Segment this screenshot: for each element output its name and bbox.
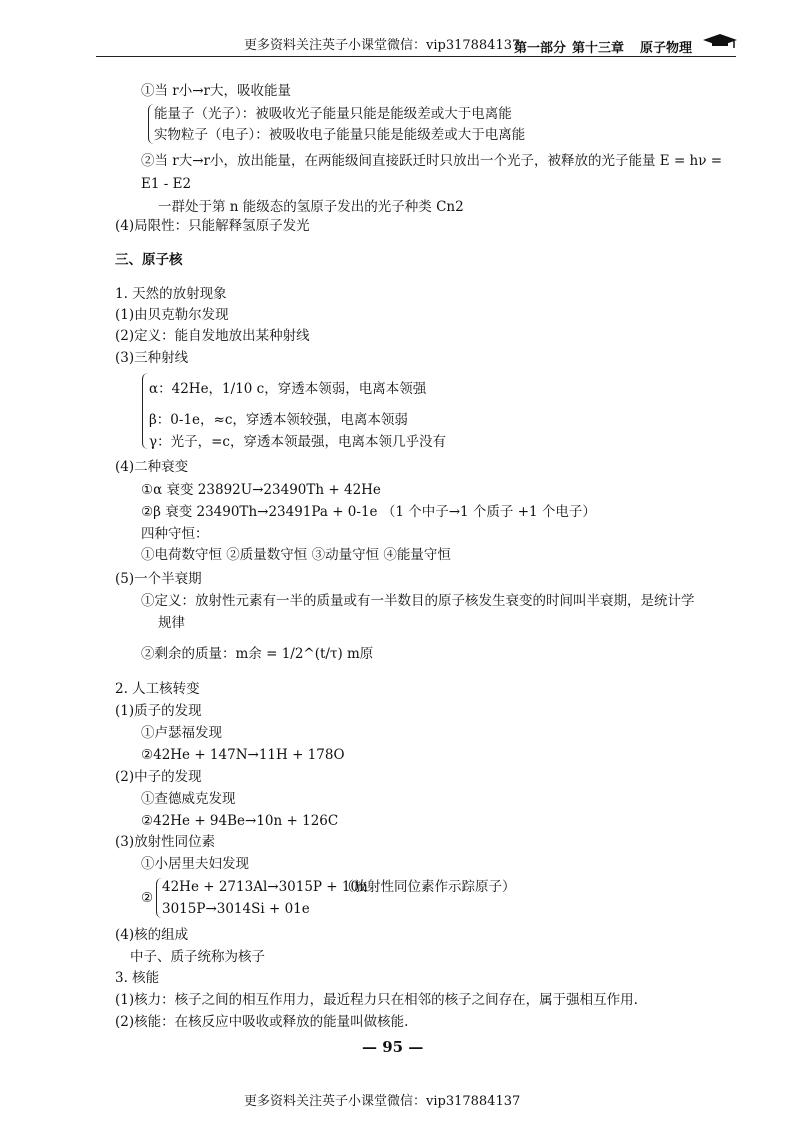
text-line: (2)中子的发现 [115,769,202,785]
text-line: (4)核的组成 [115,927,189,943]
text-line: 四种守恒： [141,526,209,542]
brace [142,373,148,449]
text-line: 能量子（光子）：被吸收光子能量只能是能级差或大于电离能 [154,106,512,122]
text-line: ①电荷数守恒 ②质量数守恒 ③动量守恒 ④能量守恒 [141,547,451,563]
text-line: (2)核能：在核反应中吸收或释放的能量叫做核能. [115,1014,409,1030]
text-line: (3)放射性同位素 [115,834,216,850]
ray-beta: β：0-1e，≈c，穿透本领较强，电离本领弱 [149,412,408,428]
text-line: E1 - E2 [141,176,192,192]
topic-heading: 2. 人工核转变 [115,681,200,697]
decay-beta: ②β 衰变 23490Th→23491Pa + 0-1e （1 个中子→1 个质子 +1 个电子） [141,504,596,520]
header-chapter-title: 原子物理 [640,41,693,56]
text-line: ②当 r大→r小，放出能量，在两能级间直接跃迁时只放出一个光子，被释放的光子能量 E = hν = [141,153,723,169]
topic-heading: 1. 天然的放射现象 [115,286,227,302]
ray-gamma: γ：光子，=c，穿透本领最强，电离本领几乎没有 [149,434,446,450]
text-line: (1)由贝克勒尔发现 [115,307,229,323]
text-line: 中子、质子统称为核子 [130,949,265,965]
decay-alpha: ①α 衰变 23892U→23490Th + 42He [141,482,381,498]
text-line: (1)质子的发现 [115,703,202,719]
text-line: (4)二种衰变 [115,459,189,475]
text-line: ①小居里夫妇发现 [141,856,249,872]
header-promo: 更多资料关注英子小课堂微信：vip317884137 [244,38,521,53]
ray-alpha: α：42He，1/10 c，穿透本领弱，电离本领强 [149,381,427,397]
text-line: 实物粒子（电子）：被吸收电子能量只能是能级差或大于电离能 [154,127,526,143]
reaction: ②42He + 147N→11H + 178O [141,747,345,763]
text-line: (4)局限性：只能解释氢原子发光 [115,218,310,234]
text-line: (3)三种射线 [115,350,189,366]
annotation: （放射性同位素作示踪原子） [340,879,516,895]
text-line: 一群处于第 n 能级态的氢原子发出的光子种类 Cn2 [158,199,464,215]
graduation-cap-icon [703,34,737,48]
circled-two: ② [141,890,154,906]
footer-promo: 更多资料关注英子小课堂微信：vip317884137 [244,1094,521,1109]
text-line: ①卢瑟福发现 [141,725,222,741]
text-line: (5)一个半衰期 [115,571,202,587]
reaction: 3015P→3014Si + 01e [162,901,310,917]
page-number: — 95 — [362,1038,424,1056]
half-life-formula: ②剩余的质量：m余 = 1/2^(t/τ) m原 [141,646,374,662]
text-line: ①查德威克发现 [141,791,236,807]
topic-heading: 3. 核能 [115,970,160,986]
text-line: ①当 r小→r大，吸收能量 [141,83,292,99]
header-part: 第一部分 [514,41,567,56]
header-rule [96,56,736,57]
header-chapter: 第十三章 [572,41,625,56]
text-line: (1)核力：核子之间的相互作用力，最近程力只在相邻的核子之间存在，属于强相互作用. [115,992,638,1008]
text-line: 规律 [158,615,185,631]
reaction: 42He + 2713Al→3015P + 10n [162,879,368,895]
text-line: ①定义：放射性元素有一半的质量或有一半数目的原子核发生衰变的时间叫半衰期，是统计学 [141,593,695,609]
text-line: (2)定义：能自发地放出某种射线 [115,328,310,344]
section-heading: 三、原子核 [115,252,183,268]
reaction: ②42He + 94Be→10n + 126C [141,813,339,829]
